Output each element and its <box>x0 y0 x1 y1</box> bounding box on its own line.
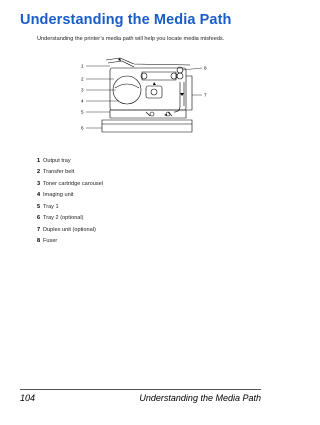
callout-5: 5 <box>81 109 84 115</box>
list-item <box>37 167 103 179</box>
item-number: 5 <box>37 203 41 210</box>
callout-2: 2 <box>81 76 84 82</box>
item-number: 3 <box>37 180 41 187</box>
item-number: 1 <box>37 157 41 164</box>
callout-7: 7 <box>204 92 207 98</box>
list-item <box>37 201 103 213</box>
item-label: Duplex unit (optional) <box>43 226 96 233</box>
callout-1: 1 <box>81 63 84 69</box>
item-label: Output tray <box>43 157 71 164</box>
list-item <box>37 224 103 236</box>
item-label: Tray 2 (optional) <box>43 215 84 222</box>
printer-outline <box>102 58 192 132</box>
list-item <box>37 190 103 202</box>
callout-8: 8 <box>204 65 207 71</box>
list-item <box>37 178 103 190</box>
footer-divider <box>20 389 261 390</box>
item-label: Imaging unit <box>43 192 74 199</box>
list-item <box>37 236 103 248</box>
item-label: Toner cartridge carousel <box>43 180 104 187</box>
item-number: 8 <box>37 238 41 245</box>
item-number: 2 <box>37 169 41 176</box>
list-item <box>37 213 103 225</box>
item-label: Transfer belt <box>43 169 75 176</box>
component-list <box>37 155 103 247</box>
callout-labels <box>81 64 207 131</box>
page-number: 104 <box>20 393 36 403</box>
item-number: 7 <box>37 226 41 233</box>
item-number: 4 <box>37 192 41 199</box>
callout-6: 6 <box>81 125 84 131</box>
item-label: Fuser <box>43 238 58 245</box>
intro-text: Understanding the printer’s media path will help you locate media misfeeds. <box>37 36 225 42</box>
callout-3: 3 <box>81 87 84 93</box>
page-title: Understanding the Media Path <box>20 12 232 28</box>
item-label: Tray 1 <box>43 203 59 210</box>
leader-lines <box>86 66 202 128</box>
item-number: 6 <box>37 215 41 222</box>
callout-4: 4 <box>81 98 84 104</box>
list-item <box>37 155 103 167</box>
path-arrows <box>118 58 184 116</box>
running-title: Understanding the Media Path <box>139 393 261 403</box>
media-path-diagram <box>80 56 210 136</box>
